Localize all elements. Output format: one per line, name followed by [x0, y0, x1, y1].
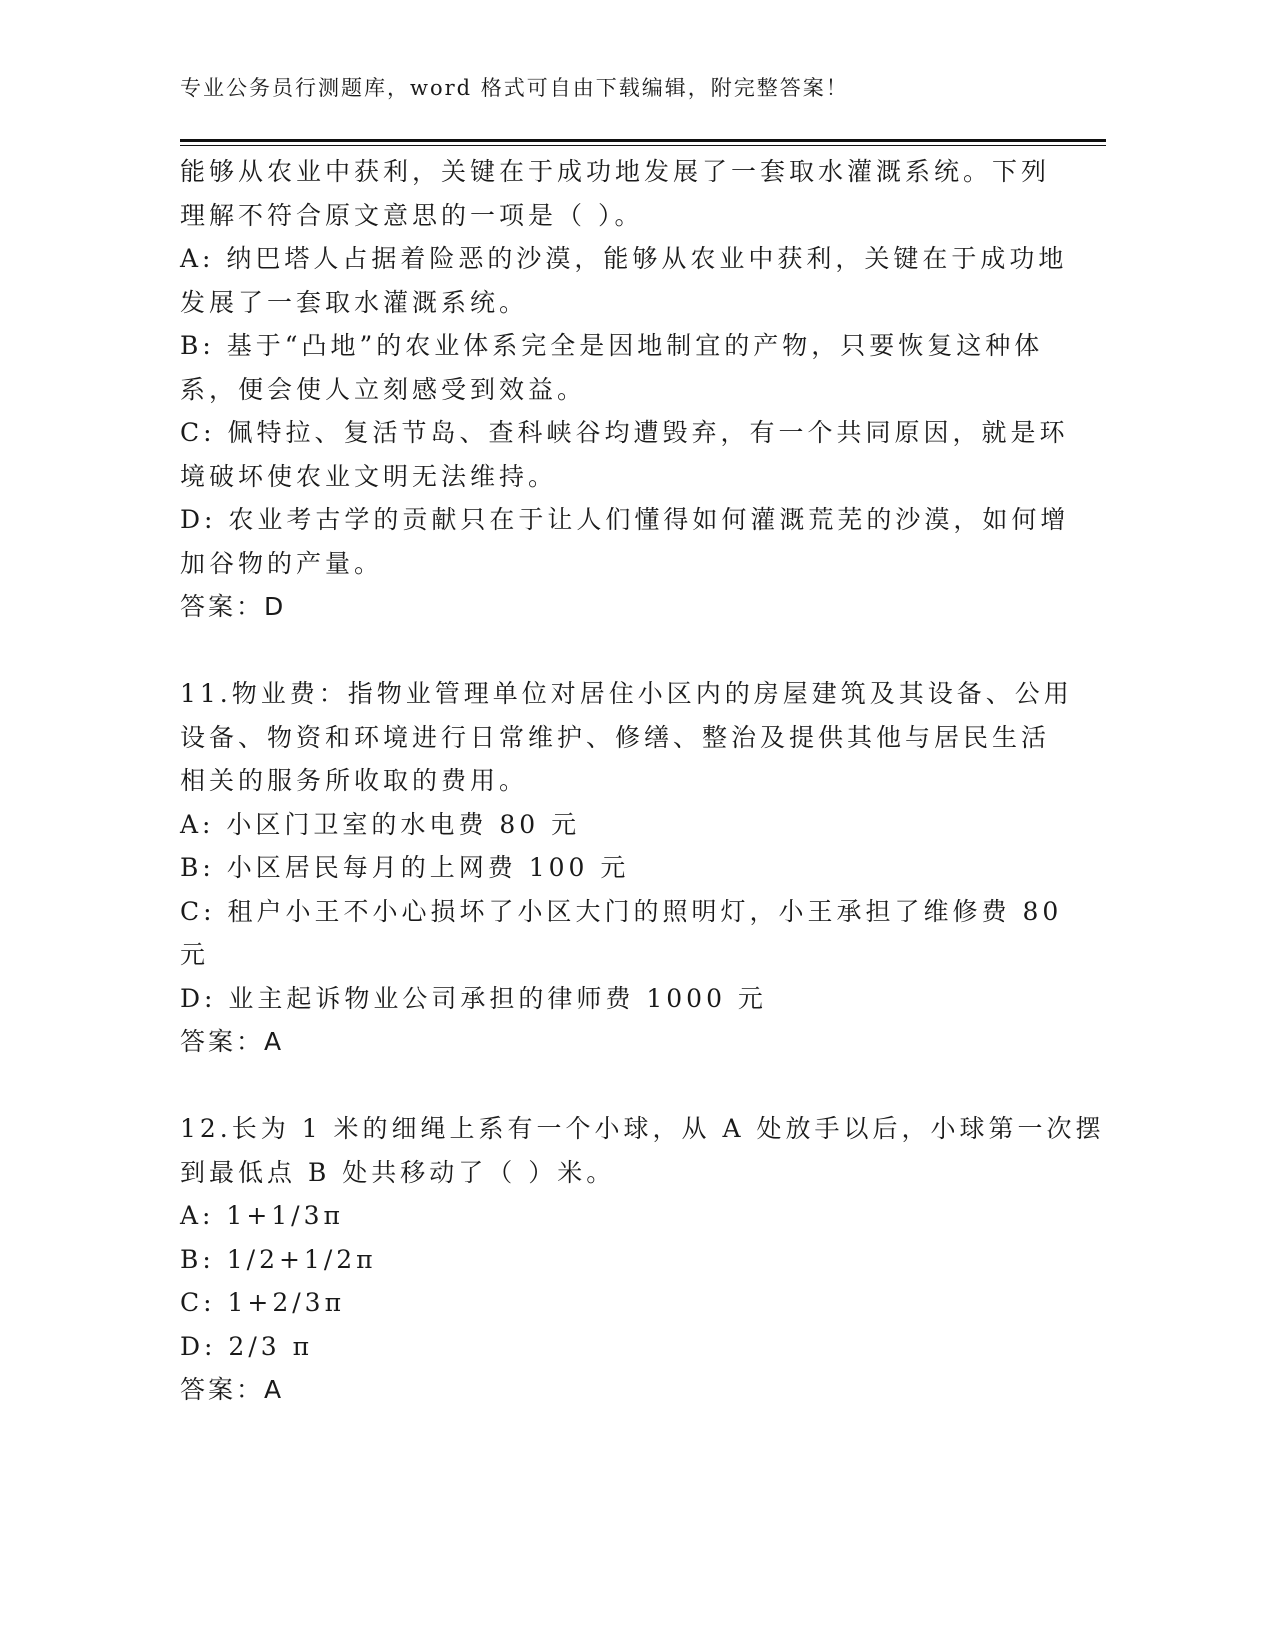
question-stem-line: 相关的服务所收取的费用。 — [180, 766, 529, 795]
question-stem-line: 理解不符合原文意思的一项是（ ）。 — [180, 200, 644, 230]
question-spacer — [180, 1064, 1030, 1108]
page-header: 专业公务员行测题库，word 格式可自由下载编辑，附完整答案！ — [180, 76, 849, 100]
question-11 — [180, 672, 1073, 1064]
option-c-line: C: 1+2/3π — [180, 1288, 346, 1317]
option-c-line: C: 佩特拉、复活节岛、查科峡谷均遭毁弃，有一个共同原因，就是环 — [180, 418, 1069, 447]
option-b-line: 系，便会使人立刻感受到效益。 — [180, 374, 587, 404]
question-content — [180, 150, 1105, 1412]
option-a-line: A: 纳巴塔人占据着险恶的沙漠，能够从农业中获利，关键在于成功地 — [180, 244, 1068, 273]
option-d-line: D: 业主起诉物业公司承担的律师费 1000 元 — [180, 983, 767, 1013]
option-d-line: D: 2/3 π — [180, 1331, 314, 1361]
header-rule-thin — [180, 145, 1106, 146]
header-rule-thick — [180, 139, 1106, 142]
answer-label: 答案：A — [180, 1027, 285, 1056]
option-a-line: 发展了一套取水灌溉系统。 — [180, 287, 529, 317]
answer-label: 答案：A — [180, 1375, 285, 1404]
question-stem-line: 12.长为 1 米的细绳上系有一个小球，从 A 处放手以后，小球第一次摆 — [180, 1114, 1105, 1143]
question-spacer — [180, 629, 1030, 673]
option-c-line: C: 租户小王不小心损坏了小区大门的照明灯，小王承担了维修费 80 — [180, 896, 1063, 926]
option-a-line: A: 小区门卫室的水电费 80 元 — [180, 809, 581, 839]
option-b-line: B: 1/2+1/2π — [180, 1244, 377, 1274]
option-a-line: A: 1+1/3π — [180, 1201, 344, 1230]
question-stem-line: 11.物业费：指物业管理单位对居住小区内的房屋建筑及其设备、公用 — [180, 679, 1073, 708]
question-10 — [180, 150, 1070, 629]
option-b-line: B: 小区居民每月的上网费 100 元 — [180, 853, 630, 882]
option-c-line: 境破坏使农业文明无法维持。 — [180, 461, 558, 491]
question-stem-line: 到最低点 B 处共移动了（ ）米。 — [180, 1157, 616, 1187]
option-b-line: B: 基于“凸地”的农业体系完全是因地制宜的产物，只要恢复这种体 — [180, 331, 1044, 360]
option-d-line: D: 农业考古学的贡献只在于让人们懂得如何灌溉荒芜的沙漠，如何增 — [180, 505, 1070, 534]
question-stem-line: 设备、物资和环境进行日常维护、修缮、整治及提供其他与居民生活 — [180, 722, 1051, 752]
question-12 — [180, 1107, 1105, 1412]
answer-label: 答案：D — [180, 592, 287, 621]
option-c-line: 元 — [180, 940, 210, 969]
question-stem-line: 能够从农业中获利，关键在于成功地发展了一套取水灌溉系统。下列 — [180, 157, 1051, 186]
option-d-line: 加谷物的产量。 — [180, 548, 384, 578]
